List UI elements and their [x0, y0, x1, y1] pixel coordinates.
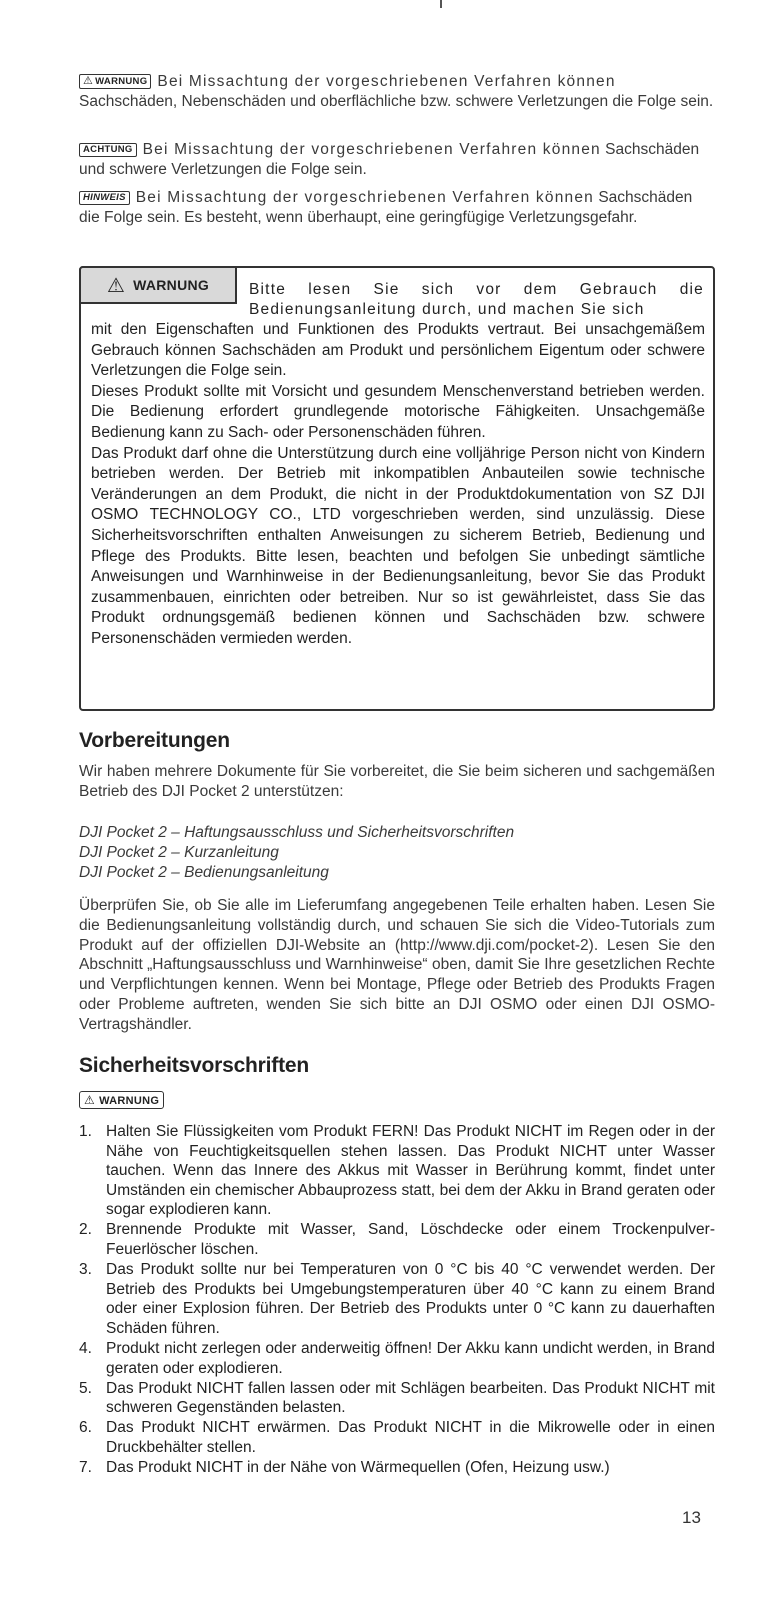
warning-paragraph: mit den Eigenschaften und Funktionen des Produkts vertraut. Bei unsachgemäßem Gebrauch können Sachschäden am Produkt und persönlichem Eigentum oder schwere Verletzungen die Folge sein. — [91, 321, 705, 380]
warning-triangle-icon: ⚠ — [84, 1093, 96, 1107]
list-item: DJI Pocket 2 – Kurzanleitung — [79, 844, 279, 861]
list-item: 4. Produkt nicht zerlegen oder anderweitig öffnen! Der Akku kann undicht werden, in Brand geraten oder explodieren. — [79, 1340, 715, 1377]
list-item: 6. Das Produkt NICHT erwärmen. Das Produkt NICHT in die Mikrowelle oder in einen Druckbehälter stellen. — [79, 1419, 715, 1456]
hinweis-tag: HINWEIS — [79, 191, 130, 205]
section-heading-vorbereitungen: Vorbereitungen — [79, 729, 230, 752]
section-heading-sicherheitsvorschriften: Sicherheitsvorschriften — [79, 1054, 309, 1077]
top-edge-mark — [440, 0, 442, 8]
vorbereitungen-intro: Wir haben mehrere Dokumente für Sie vorbereitet, die Sie beim sicheren und sachgemäßen Betrieb des DJI Pocket 2 unterstützen: — [79, 763, 715, 800]
warning-paragraph: Das Produkt darf ohne die Unterstützung durch eine volljährige Person nicht von Kindern betrieben werden. Der Betrieb mit inkompatiblen Anbauteilen sowie technische Veränderungen an dem Produkt, die nicht in der Produktdokumentation von SZ DJI OSMO TECHNOLOGY CO., LTD vorgeschrieben werden, sind unzulässig. Diese Sicherheitsvorschriften enthalten Anweisungen zu sicherem Betrieb, Bedienung und Pflege des Produkts. Bitte lesen, beachten und befolgen Sie unbedingt sämtliche Anweisungen und Warnhinweise in der Bedienungsanleitung, bevor Sie das Produkt zusammenbauen, einrichten oder betreiben. Nur so ist gewährleistet, dass Sie das Produkt ordnungsgemäß bedienen können und Sachschäden bzw. schwere Personenschäden vermieden werden. — [91, 444, 705, 647]
warnung-tag: ⚠ WARNUNG — [79, 1091, 164, 1109]
warning-paragraph: Dieses Produkt sollte mit Vorsicht und gesundem Menschenverstand betrieben werden. Die Bedienung erfordert grundlegende motorische Fähigkeiten. Unsachgemäße Bedienung kann zu Sach- oder Personenschäden führen. — [91, 382, 705, 441]
list-item: DJI Pocket 2 – Bedienungsanleitung — [79, 864, 329, 881]
warning-box-tab: ⚠ WARNUNG — [79, 266, 237, 304]
notice-hinweis: HINWEIS Bei Missachtung der vorgeschriebenen Verfahren können Sachschäden die Folge sein. Es besteht, wenn überhaupt, eine geringfügige Verletzungsgefahr. — [79, 189, 693, 226]
list-item: 2. Brennende Produkte mit Wasser, Sand, Löschdecke oder einem Trockenpulver-Feuerlöscher löschen. — [79, 1221, 715, 1259]
warning-box-body — [91, 320, 705, 650]
safety-rules-list — [79, 1122, 715, 1478]
list-item: 7. Das Produkt NICHT in der Nähe von Wärmequellen (Ofen, Heizung usw.) — [79, 1459, 610, 1477]
warning-box-first-lines: Bitte lesen Sie sich vor dem Gebrauch die Bedienungsanleitung durch, und machen Sie sich — [249, 281, 704, 318]
list-item: DJI Pocket 2 – Haftungsausschluss und Sicherheitsvorschriften — [79, 824, 515, 841]
vorbereitungen-body: Überprüfen Sie, ob Sie alle im Lieferumfang angegebenen Teile erhalten haben. Lesen Sie die Bedienungsanleitung vollständig durch, und schauen Sie sich die Video-Tutorials zum Produkt auf der offiziellen DJI-Website an (http://www.dji.com/pocket-2). Lesen Sie den Abschnitt „Haftungsausschluss und Warnhinweise“ oben, damit Sie Ihre gesetzlichen Rechte und Verpflichtungen kennen. Wenn bei Montage, Pflege oder Betrieb des Produkts Fragen oder Probleme auftreten, wenden Sie sich bitte an DJI OSMO oder einen DJI OSMO-Vertragshändler. — [79, 897, 715, 1033]
notice-warnung: ⚠ WARNUNG Bei Missachtung der vorgeschriebenen Verfahren können Sachschäden, Nebenschäden und oberflächliche bzw. schwere Verletzungen die Folge sein. — [79, 73, 714, 110]
list-item: 5. Das Produkt NICHT fallen lassen oder mit Schlägen bearbeiten. Das Produkt NICHT mit schweren Gegenständen belasten. — [79, 1379, 715, 1417]
warning-triangle-icon: ⚠ — [106, 274, 126, 297]
notice-achtung: ACHTUNG Bei Missachtung der vorgeschriebenen Verfahren können Sachschäden und schwere Verletzungen die Folge sein. — [79, 141, 700, 178]
warnung-tag: ⚠ WARNUNG — [79, 74, 151, 89]
page-number: 13 — [682, 1508, 701, 1527]
warning-triangle-icon: ⚠ — [83, 75, 94, 87]
list-item: 3. Das Produkt sollte nur bei Temperaturen von 0 °C bis 40 °C verwendet werden. Der Betrieb des Produkts bei Umgebungstemperaturen über 40 °C kann zu einem Brand oder einer Explosion führen. Der Betrieb des Produkts unter 0 °C kann zu dauerhaften Schäden führen. — [79, 1261, 715, 1337]
document-list — [79, 823, 514, 883]
achtung-tag: ACHTUNG — [79, 143, 137, 157]
list-item: 1. Halten Sie Flüssigkeiten vom Produkt FERN! Das Produkt NICHT im Regen oder in der Nähe von Feuchtigkeitsquellen stehen lassen. Das Produkt NICHT unter Wasser tauchen. Wenn das Innere des Akkus mit Wasser in Berührung kommt, findet unter Umständen ein chemischer Abbauprozess statt, bei dem der Akku in Brand geraten oder sogar explodieren kann. — [79, 1123, 715, 1219]
warning-box — [79, 266, 715, 711]
